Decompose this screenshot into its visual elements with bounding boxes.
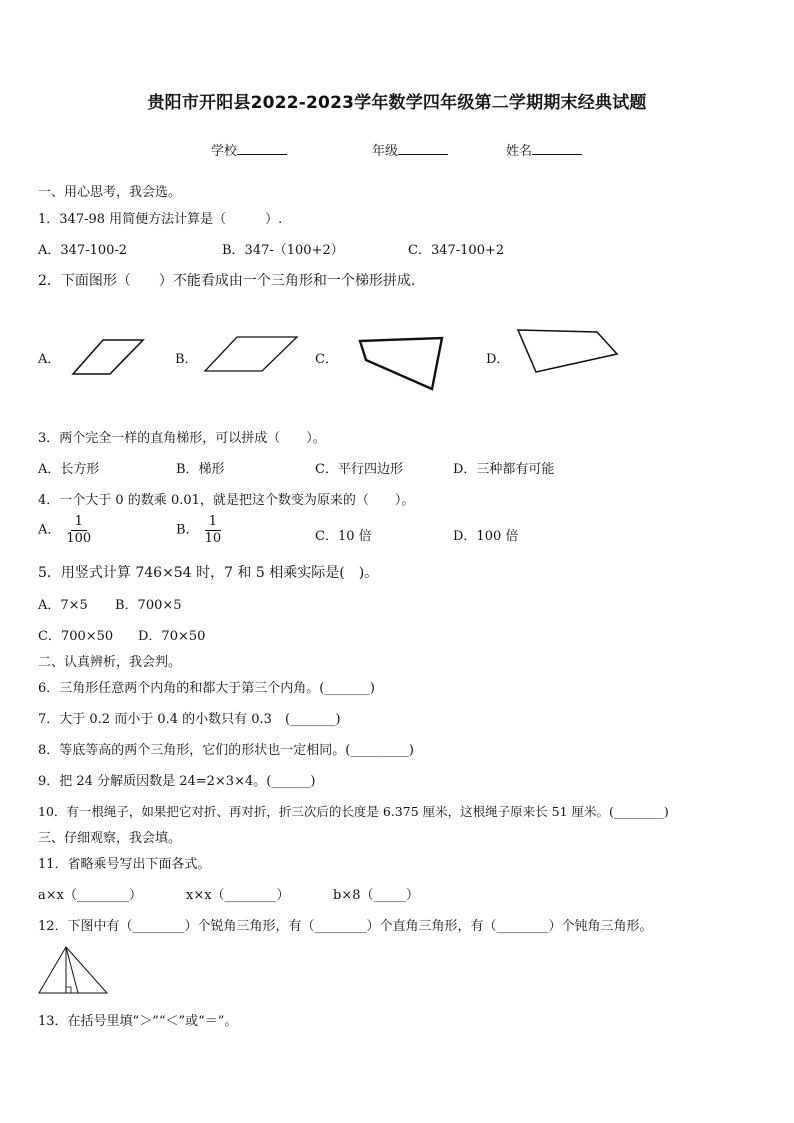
q11-blank-b[interactable]: x×x（________）: [186, 888, 290, 903]
q4-option-c[interactable]: C．10 倍: [315, 529, 372, 544]
page-title: 贵阳市开阳县2022-2023学年数学四年级第二学期期末经典试题: [147, 93, 647, 113]
q2-option-d[interactable]: D．: [486, 352, 510, 367]
school-label: 学校: [211, 144, 238, 159]
question-4-stem: 4．一个大于 0 的数乘 0.01，就是把这个数变为原来的（ ）。: [38, 493, 415, 508]
q1-option-a[interactable]: A．347-100-2: [38, 243, 128, 258]
q5-option-a[interactable]: A．7×5: [38, 598, 88, 613]
q3-option-a[interactable]: A．长方形: [38, 462, 100, 477]
section-2-heading: 二、认真辨析，我会判。: [38, 655, 182, 670]
fraction-one-tenth: [205, 515, 222, 545]
quadrilateral-c-shape: [355, 334, 447, 392]
q4-option-a-label: A．: [38, 522, 61, 538]
triangle-figure: [37, 945, 109, 995]
name-field[interactable]: [506, 140, 582, 159]
question-11-stem: 11．省略乘号写出下面各式。: [38, 857, 211, 872]
grade-label: 年级: [372, 144, 399, 159]
q5-option-b[interactable]: B．700×5: [115, 598, 182, 613]
parallelogram-b-shape: [200, 334, 300, 374]
question-13-stem: 13．在括号里填“＞”“＜”或“＝”。: [38, 1014, 238, 1029]
question-8[interactable]: 8．等底等高的两个三角形，它们的形状也一定相同。(_________): [38, 743, 414, 758]
pentagon-d-shape: [513, 326, 623, 376]
fraction-denominator: 10: [204, 530, 222, 546]
grade-field[interactable]: [372, 140, 448, 159]
q1-option-b[interactable]: B．347-（100+2）: [222, 243, 344, 258]
fraction-one-hundredth: [66, 515, 91, 545]
question-3-stem: 3．两个完全一样的直角梯形，可以拼成（ ）。: [38, 431, 326, 446]
q3-option-b[interactable]: B．梯形: [176, 462, 225, 477]
fraction-numerator: 1: [71, 515, 87, 531]
question-9[interactable]: 9．把 24 分解质因数是 24=2×3×4。(______): [38, 774, 316, 789]
q4-option-d[interactable]: D．100 倍: [453, 529, 519, 544]
q5-option-c[interactable]: C．700×50: [38, 629, 114, 644]
name-label: 姓名: [506, 144, 533, 159]
fraction-numerator: 1: [205, 515, 221, 531]
q4-option-a[interactable]: [38, 515, 91, 545]
question-10[interactable]: 10．有一根绳子，如果把它对折、再对折，折三次后的长度是 6.375 厘米，这根绳子原来长 51 厘米。(________): [38, 804, 669, 819]
name-blank[interactable]: [532, 142, 582, 155]
school-blank[interactable]: [237, 142, 287, 155]
question-7[interactable]: 7．大于 0.2 而小于 0.4 的小数只有 0.3 (_______): [38, 712, 341, 727]
q2-option-a[interactable]: A．: [38, 352, 61, 367]
question-5-stem: 5．用竖式计算 746×54 时，7 和 5 相乘实际是( )。: [38, 565, 379, 581]
q4-option-b-label: B．: [176, 522, 199, 538]
grade-blank[interactable]: [398, 142, 448, 155]
section-3-heading: 三、仔细观察，我会填。: [38, 831, 182, 846]
fraction-denominator: 100: [66, 530, 92, 546]
q11-blank-c[interactable]: b×8（_____）: [333, 888, 419, 903]
q3-option-d[interactable]: D．三种都有可能: [453, 462, 555, 477]
parallelogram-a-shape: [66, 336, 146, 378]
q11-blank-a[interactable]: a×x（________）: [38, 888, 142, 903]
question-12-stem[interactable]: 12．下图中有（________）个锐角三角形，有（________）个直角三角形，有（________）个钝角三角形。: [38, 919, 653, 934]
section-1-heading: 一、用心思考，我会选。: [38, 185, 182, 200]
q4-option-b[interactable]: [176, 515, 221, 545]
question-1-stem: 1．347-98 用简便方法计算是（ ）.: [38, 212, 283, 227]
q5-option-d[interactable]: D．70×50: [138, 629, 206, 644]
q2-option-b[interactable]: B．: [175, 352, 198, 367]
question-6[interactable]: 6．三角形任意两个内角的和都大于第三个内角。(_______): [38, 681, 375, 696]
q3-option-c[interactable]: C．平行四边形: [315, 462, 403, 477]
q1-option-c[interactable]: C．347-100+2: [408, 243, 505, 258]
question-2-stem: 2．下面图形（ ）不能看成由一个三角形和一个梯形拼成.: [38, 273, 416, 289]
q2-option-c[interactable]: C．: [315, 352, 338, 367]
school-field[interactable]: [211, 140, 287, 159]
